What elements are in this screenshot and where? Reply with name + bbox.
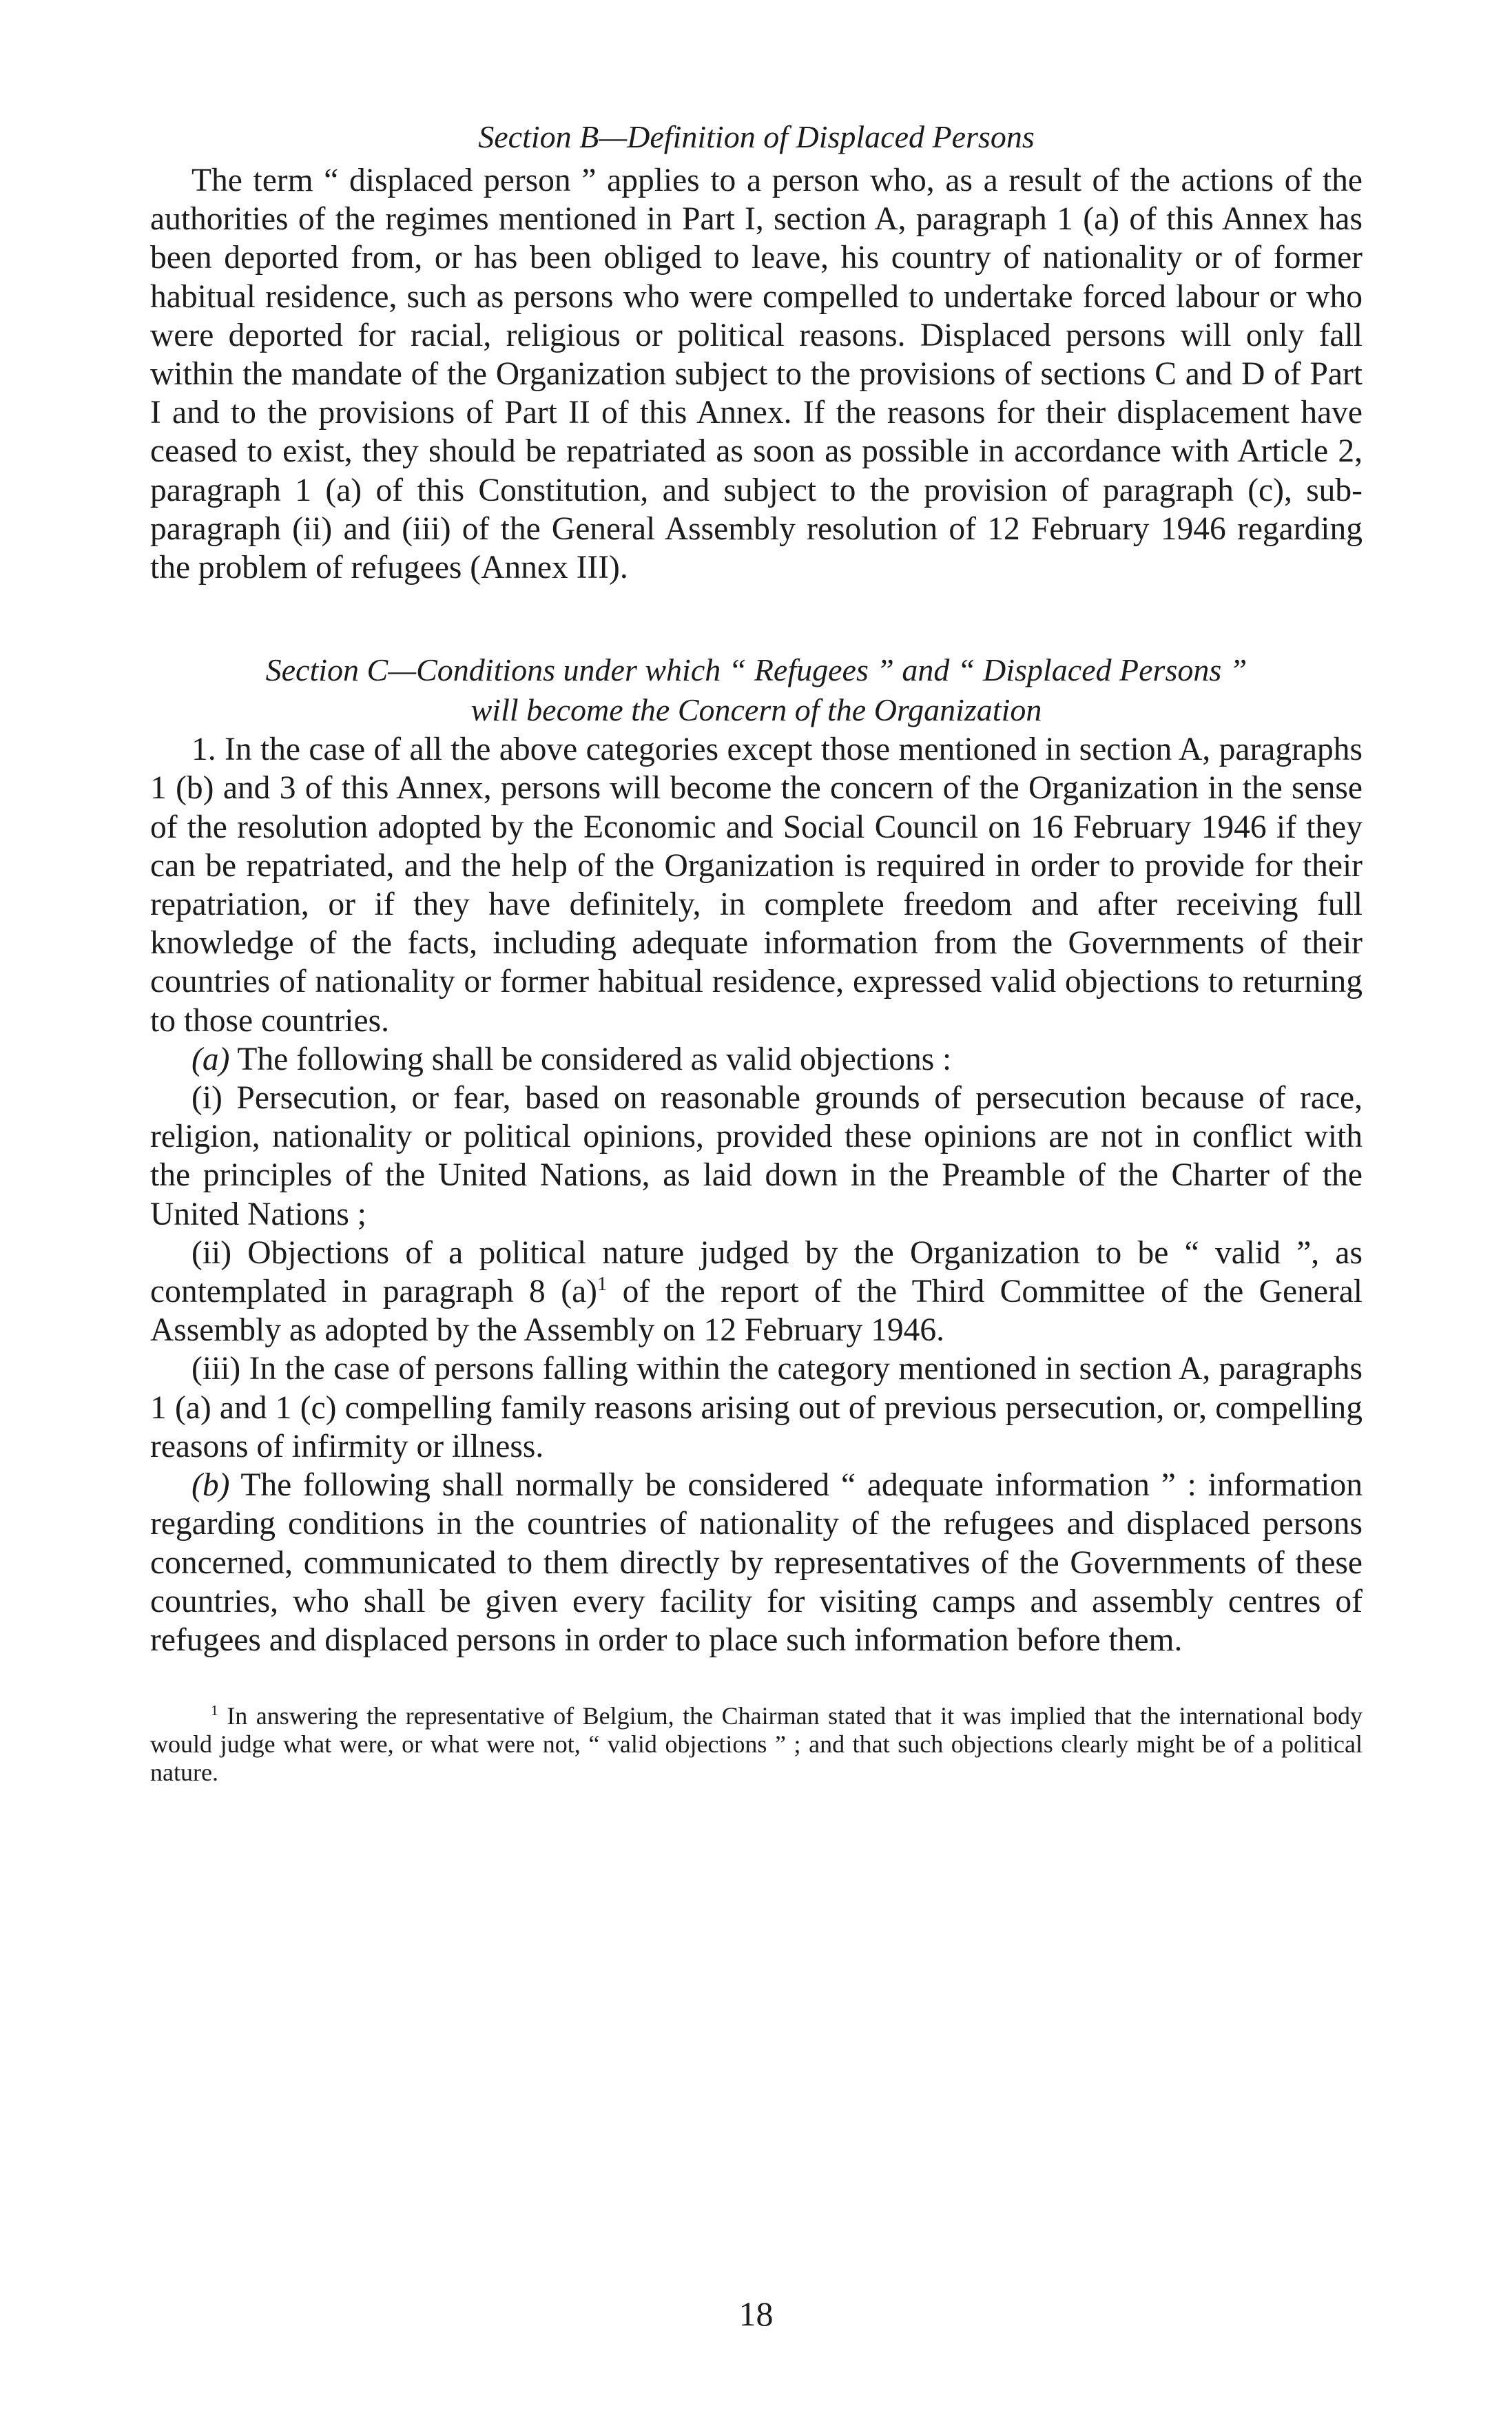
- item-b-text: The following shall normally be considered “ adequate information ” : information regarding conditions in the countries of nationality of the refugees and displaced persons concerned, communicated to them directly by representatives of the Governments of these countries, who shall be given every facility for visiting camps and assembly centres of refugees and displaced persons in order to place such information before them.: [150, 1467, 1363, 1658]
- section-spacer: [150, 587, 1363, 650]
- item-a-text: The following shall be considered as valid objections :: [237, 1041, 952, 1077]
- footnote-mark: 1: [211, 1702, 218, 1719]
- item-a-label: (a): [191, 1041, 230, 1077]
- page-number: 18: [738, 2294, 774, 2333]
- footnote-reference: 1: [597, 1274, 608, 1296]
- item-ii-text-2: of the report of the Third Committee of the General Assembly as adopted by the Assembly on 12 February 1946.: [150, 1274, 1363, 1349]
- footnote-text: In answering the representative of Belgium, the Chairman stated that it was implied that the international body would judge what were, or what were not, “ valid objections ” ; and that such objections clearly might be of a political nature.: [150, 1702, 1363, 1787]
- item-iii: (iii) In the case of persons falling within the category mentioned in section A, paragraphs 1 (a) and 1 (c) compelling family reasons arising out of previous persecution, or, compelling reasons of infirmity or illness.: [150, 1351, 1363, 1464]
- item-a: [150, 1040, 1363, 1079]
- footnote: [150, 1702, 1363, 1787]
- section-c-title-line1: Section C—Conditions under which “ Refugees ” and “ Displaced Persons ”: [265, 652, 1247, 688]
- item-b: [150, 1466, 1363, 1659]
- section-b-title: Section B—Definition of Displaced Persons: [478, 119, 1035, 154]
- item-i: (i) Persecution, or fear, based on reasonable grounds of persecution because of race, religion, nationality or political opinions, provided these opinions are not in conflict with the principles of the United Nations, as laid down in the Preamble of the Charter of the United Nations ;: [150, 1080, 1363, 1232]
- item-b-label: (b): [191, 1467, 230, 1504]
- item-ii-text-1: (ii) Objections of a political nature judged by the Organization to be “ valid ”, as contemplated in paragraph 8 (a): [150, 1234, 1363, 1310]
- document-page: [150, 117, 1363, 1812]
- section-c-title-line2: will become the Concern of the Organization: [470, 692, 1042, 728]
- section-b-paragraph: The term “ displaced person ” applies to a person who, as a result of the actions of the authorities of the regimes mentioned in Part I, section A, paragraph 1 (a) of this Annex has been deported from, or has been obliged to leave, his country of nationality or of former habitual residence, such as persons who were compelled to undertake forced labour or who were deported for racial, religious or political reasons. Displaced persons will only fall within the mandate of the Organization subject to the provisions of sections C and D of Part I and to the provisions of Part II of this Annex. If the reasons for their displacement have ceased to exist, they should be repatriated as soon as possible in accordance with Article 2, paragraph 1 (a) of this Constitution, and subject to the provision of paragraph (c), sub-paragraph (ii) and (iii) of the General Assembly resolution of 12 February 1946 regarding the problem of refugees (Annex III).: [150, 163, 1363, 586]
- section-c-paragraph-1: 1. In the case of all the above categories except those mentioned in section A, paragraphs 1 (b) and 3 of this Annex, persons will become the concern of the Organization in the sense of the resolution adopted by the Economic and Social Council on 16 February 1946 if they can be repatriated, and the help of the Organization is required in order to provide for their repatriation, or if they have definitely, in complete freedom and after receiving full knowledge of the facts, including adequate information from the Governments of their countries of nationality or former habitual residence, expressed valid objections to returning to those countries.: [150, 732, 1363, 1039]
- item-ii: [150, 1234, 1363, 1350]
